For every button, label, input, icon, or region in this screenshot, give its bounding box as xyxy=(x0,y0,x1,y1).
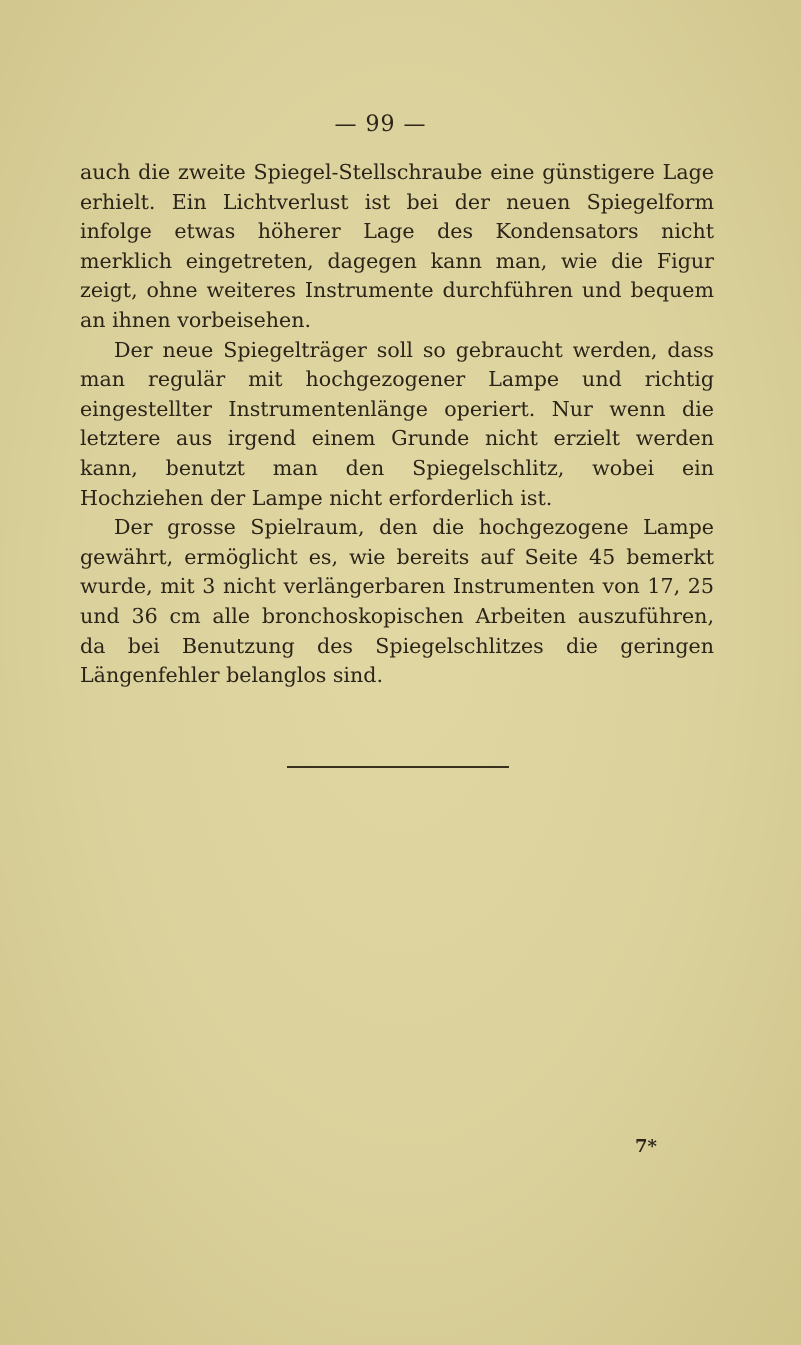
paragraph-2: Der neue Spiegelträger soll so gebraucht werden, dass man regulär mit hochgezogener Lampe und richtig eingestellter Instrumentenlänge operiert. Nur wenn die letztere aus irgend einem Grunde nicht erzielt werden kann, benutzt man den Spiegelschlitz, wobei ein Hochziehen der Lampe nicht erforderlich ist. xyxy=(80,337,714,510)
paragraph-1: auch die zweite Spiegel-Stellschraube eine günstigere Lage erhielt. Ein Lichtverlust ist bei der neuen Spiegelform infolge etwas höherer Lage des Kondensators nicht merklich eingetreten, dagegen kann man, wie die Figur zeigt, ohne weiteres Instrumente durchführen und bequem an ihnen vorbeisehen. xyxy=(80,160,714,332)
section-divider-rule xyxy=(287,766,509,768)
paragraph-3: Der grosse Spielraum, den die hochgezogene Lampe gewährt, ermöglicht es, wie bereits auf Seite 45 bemerkt wurde, mit 3 nicht verlängerbaren Instrumenten von 17, 25 und 36 cm alle bronchoskopischen Arbeiten auszuführen, da bei Benutzung des Spiegelschlitzes die geringen Längenfehler belanglos sind. xyxy=(80,515,714,688)
body-text xyxy=(80,158,714,691)
printer-signature-mark: 7* xyxy=(635,1136,657,1157)
page-number: — 99 — xyxy=(334,112,427,137)
